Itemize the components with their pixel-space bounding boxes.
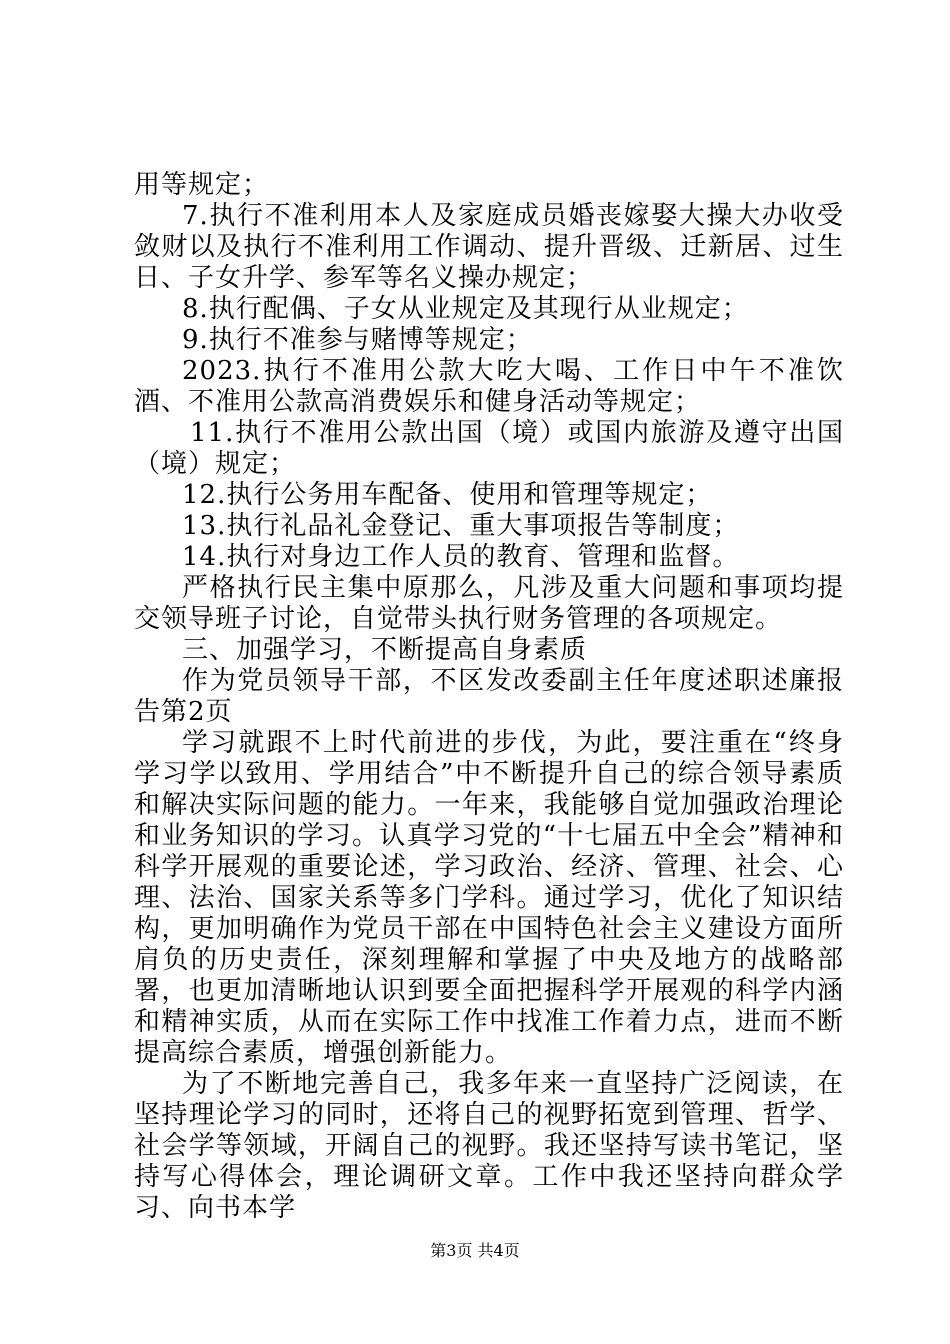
document-body [134,170,844,1224]
paragraph-item-10: 2023.执行不准用公款大吃大喝、工作日中午不准饮酒、不准用公款高消费娱乐和健身活动等规定； [134,356,844,417]
paragraph-item-11: 11.执行不准用公款出国（境）或国内旅游及遵守出国（境）规定； [134,418,844,479]
paragraph-item-12: 12.执行公务用车配备、使用和管理等规定； [182,480,713,510]
paragraph-item-8: 8.执行配偶、子女从业规定及其现行从业规定； [182,294,749,324]
page-footer: 第3页 共4页 [430,1241,520,1260]
paragraph-item-7: 7.执行不准利用本人及家庭成员婚丧嫁娶大操大办收受敛财以及执行不准利用工作调动、提升晋级、迁新居、过生日、子女升学、参军等名义操办规定； [134,201,844,293]
section-heading-3: 三、加强学习，不断提高自身素质 [182,635,588,665]
paragraph-democratic-centralism: 严格执行民主集中原那么，凡涉及重大问题和事项均提交领导班子讨论，自觉带头执行财务管理的各项规定。 [134,573,844,634]
paragraph-continuation: 用等规定； [134,170,270,200]
paragraph-item-14: 14.执行对身边工作人员的教育、管理和监督。 [182,542,740,572]
paragraph-item-9: 9.执行不准参与赌博等规定； [182,325,533,355]
paragraph-study: 学习就跟不上时代前进的步伐，为此，要注重在“终身学习学以致用、学用结合”中不断提升自己的综合领导素质和解决实际问题的能力。一年来，我能够自觉加强政治理论和业务知识的学习。认真学习党的“十七届五中全会”精神和科学开展观的重要论述，学习政治、经济、管理、社会、心理、法治、国家关系等多门学科。通过学习，优化了知识结构，更加明确作为党员干部在中国特色社会主义建设方面所肩负的历史责任，深刻理解和掌握了中央及地方的战略部署，也更加清晰地认识到要全面把握科学开展观的科学内涵和精神实质，从而在实际工作中找准工作着力点，进而不断提高综合素质，增强创新能力。 [134,728,844,1068]
paragraph-report-title-line: 作为党员领导干部，不区发改委副主任年度述职述廉报告第2页 [134,666,844,727]
paragraph-item-13: 13.执行礼品礼金登记、重大事项报告等制度； [182,511,740,541]
paragraph-reading: 为了不断地完善自己，我多年来一直坚持广泛阅读，在坚持理论学习的同时，还将自己的视野拓宽到管理、哲学、社会学等领域，开阔自己的视野。我还坚持写读书笔记，坚持写心得体会，理论调研文章。工作中我还坚持向群众学习、向书本学 [134,1069,844,1223]
